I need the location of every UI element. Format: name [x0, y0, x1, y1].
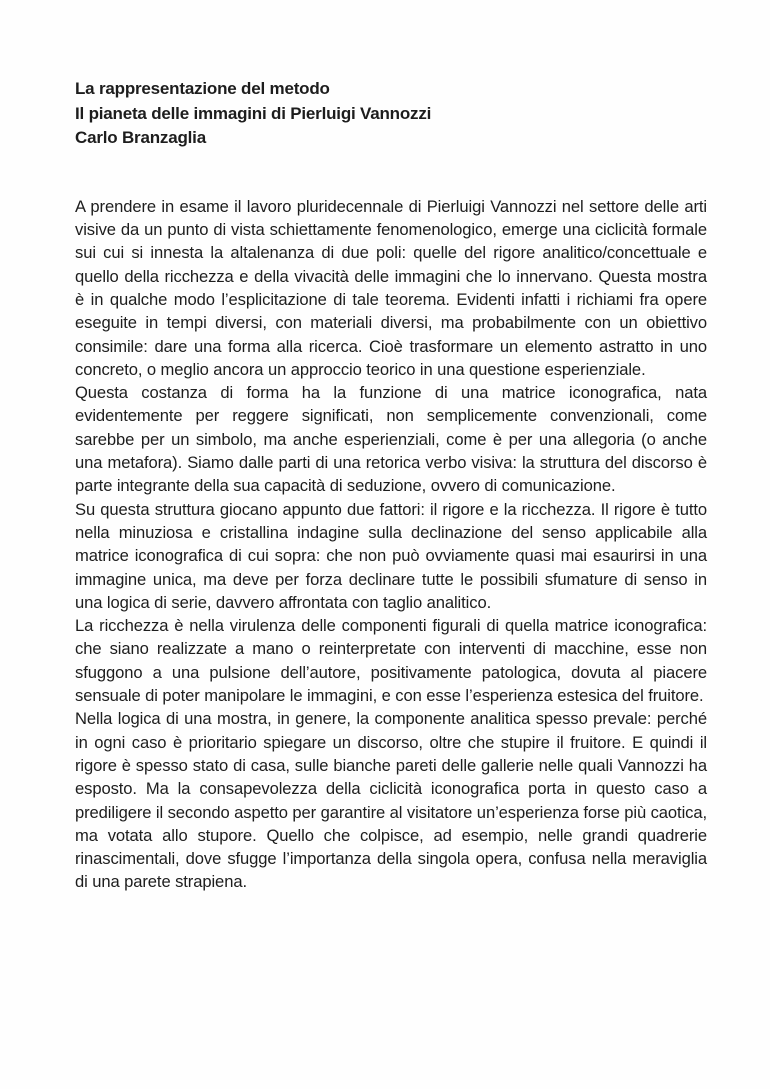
document-author: Carlo Branzaglia	[75, 128, 206, 148]
paragraph: A prendere in esame il lavoro pluridecennale di Pierluigi Vannozzi nel settore delle arti visive da un punto di vista schiettamente fenomenologico, emerge una ciclicità formale sui cui si innesta la altalenanza di due poli: quelle del rigore analitico/concettuale e quello della ricchezza e della vivacità delle immagini che lo innervano. Questa mostra è in qualche modo l’esplicitazione di tale teorema. Evidenti infatti i richiami fra opere eseguite in tempi diversi, con materiali diversi, ma probabilmente con un obiettivo consimile: dare una forma alla ricerca. Cioè trasformare un elemento astratto in uno concreto, o meglio ancora un approccio teorico in una questione esperienziale.	[75, 196, 707, 379]
paragraph: Questa costanza di forma ha la funzione di una matrice iconografica, nata evidentemente per reggere significati, non semplicemente convenzionali, come sarebbe per un simbolo, ma anche esperienziali, come è per una allegoria (o anche una metafora). Siamo dalle parti di una retorica verbo visiva: la struttura del discorso è parte integrante della sua capacità di seduzione, ovvero di comunicazione.	[75, 383, 707, 496]
paragraph: Su questa struttura giocano appunto due fattori: il rigore e la ricchezza. Il rigore è tutto nella minuziosa e cristallina indagine sulla declinazione del senso applicabile alla matrice iconografica di cui sopra: che non può ovviamente quasi mai esaurirsi in una immagine unica, ma deve per forza declinare tutte le possibili sfumature di senso in una logica di serie, davvero affrontata con taglio analitico.	[75, 499, 707, 612]
document-body	[75, 195, 707, 894]
document-title: La rappresentazione del metodo	[75, 79, 330, 98]
paragraph: Nella logica di una mostra, in genere, la componente analitica spesso prevale: perché in ogni caso è prioritario spiegare un discorso, oltre che stupire il fruitore. E quindi il rigore è spesso stato di casa, sulle bianche pareti delle gallerie nelle quali Vannozzi ha esposto. Ma la consapevolezza della ciclicità iconografica porta in questo caso a prediligere il secondo aspetto per garantire al visitatore un’esperienza forse più caotica, ma votata allo stupore. Quello che colpisce, ad esempio, nelle grandi quadrerie rinascimentali, dove sfugge l’importanza della singola opera, confusa nella meraviglia di una parete strapiena.	[75, 709, 707, 892]
document-subtitle: Il pianeta delle immagini di Pierluigi Vannozzi	[75, 103, 432, 123]
paragraph: La ricchezza è nella virulenza delle componenti figurali di quella matrice iconografica: che siano realizzate a mano o reinterpretate con interventi di macchine, esse non sfuggono a una pulsione dell’autore, positivamente patologica, dovuta al piacere sensuale di poter manipolare le immagini, e con esse l’esperienza estesica del fruitore.	[75, 616, 707, 706]
document-header	[75, 77, 707, 151]
